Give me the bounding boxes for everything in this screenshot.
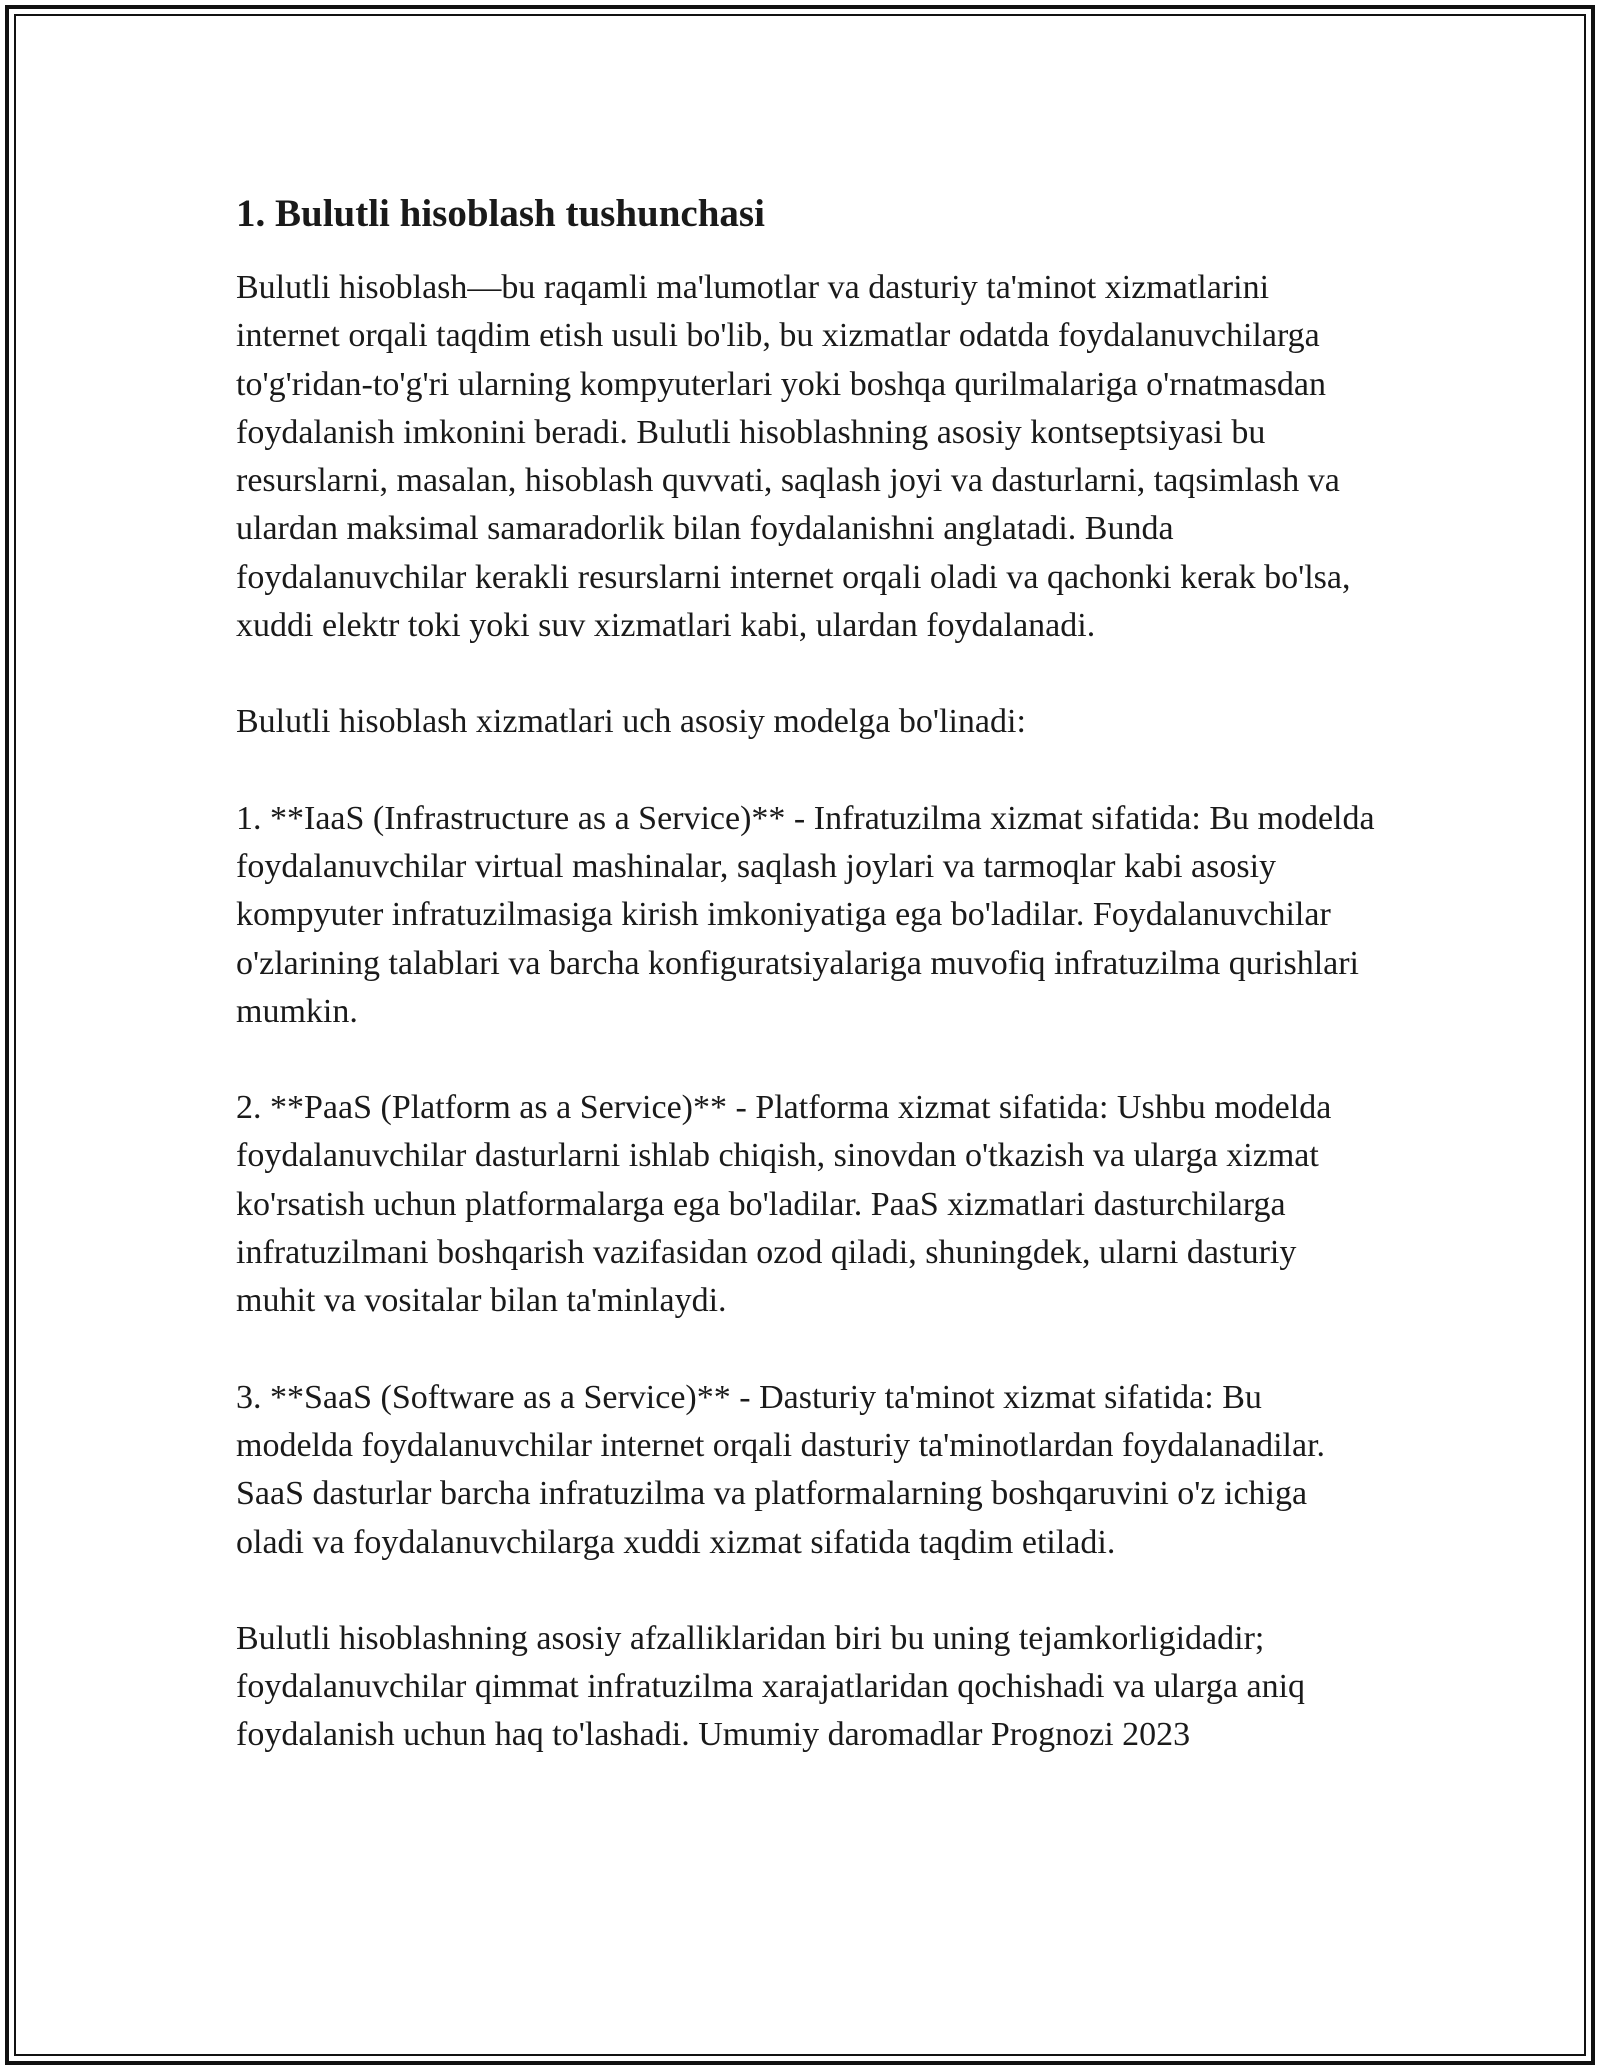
paragraph-definition: Bulutli hisoblash—bu raqamli ma'lumotlar va dasturiy ta'minot xizmatlarini internet orqali taqdim etish usuli bo'lib, bu xizmatlar odatda foydalanuvchilarga to'g'ridan-to'g'ri ularning kompyuterlari yoki boshqa qurilmalariga o'rnatmasdan foydalanish imkonini beradi. Bulutli hisoblashning asosiy kontseptsiyasi bu resurslarni, masalan, hisoblash quvvati, saqlash joyi va dasturlarni, taqsimlash va ulardan maksimal samaradorlik bilan foydalanishni anglatadi. Bunda foydalanuvchilar kerakli resurslarni internet orqali oladi va qachonki kerak bo'lsa, xuddi elektr toki yoki suv xizmatlari kabi, ulardan foydalanadi. bbox=[236, 269, 1351, 645]
paragraph-models-intro: Bulutli hisoblash xizmatlari uch asosiy modelga bo'linadi: bbox=[236, 703, 1026, 741]
section-heading: 1. Bulutli hisoblash tushunchasi bbox=[236, 192, 765, 235]
paragraph-advantages: Bulutli hisoblashning asosiy afzalliklaridan biri bu uning tejamkorligidadir; foydalanuvchilar qimmat infratuzilma xarajatlaridan qochishadi va ularga aniq foydalanish uchun haq to'lashadi. Umumiy daromadlar Prognozi 2023 bbox=[236, 1619, 1306, 1754]
paragraph-paas: 2. **PaaS (Platform as a Service)** - Platforma xizmat sifatida: Ushbu modelda foydalanuvchilar dasturlarni ishlab chiqish, sinovdan o'tkazish va ularga xizmat ko'rsatish uchun platformalarga ega bo'ladilar. PaaS xizmatlari dasturchilarga infratuzilmani boshqarish vazifasidan ozod qiladi, shuningdek, ularni dasturiy muhit va vositalar bilan ta'minlaydi. bbox=[236, 1089, 1332, 1320]
paragraph-iaas: 1. **IaaS (Infrastructure as a Service)** - Infratuzilma xizmat sifatida: Bu modelda foydalanuvchilar virtual mashinalar, saqlash joylari va tarmoqlar kabi asosiy kompyuter infratuzilmasiga kirish imkoniyatiga ega bo'ladilar. Foydalanuvchilar o'zlarining talablari va barcha konfiguratsiyalariga muvofiq infratuzilma qurishlari mumkin. bbox=[236, 799, 1375, 1030]
paragraph-saas: 3. **SaaS (Software as a Service)** - Dasturiy ta'minot xizmat sifatida: Bu modelda foydalanuvchilar internet orqali dasturiy ta'minotlardan foydalanadilar. SaaS dasturlar barcha infratuzilma va platformalarning boshqaruvini o'z ichiga oladi va foydalanuvchilarga xuddi xizmat sifatida taqdim etiladi. bbox=[236, 1378, 1326, 1561]
document-body bbox=[236, 186, 1376, 1760]
